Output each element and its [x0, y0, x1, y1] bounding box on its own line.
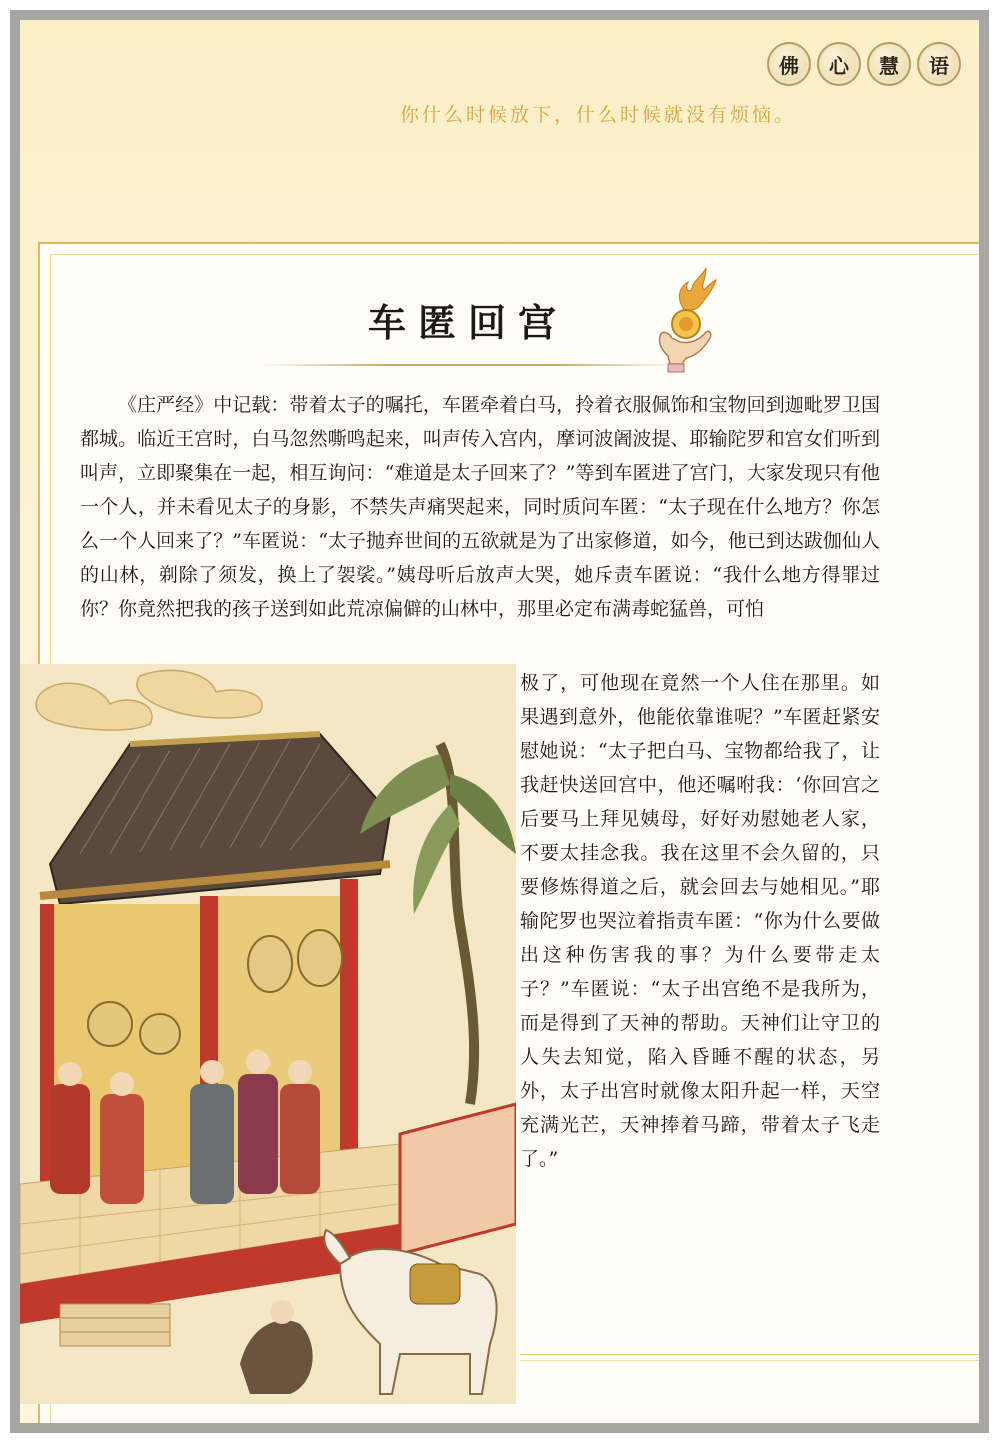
series-char: 语: [917, 42, 961, 86]
series-char: 慧: [867, 42, 911, 86]
article-title: 车匿回宫: [368, 300, 569, 345]
series-char: 佛: [767, 42, 811, 86]
series-badges: [767, 42, 961, 86]
book-page: [20, 20, 979, 1423]
article-paragraph: 《庄严经》中记载：带着太子的嘱托，车匿牵着白马，拎着衣服佩饰和宝物回到迦毗罗卫国都城。临近王宫时，白马忽然嘶鸣起来，叫声传入宫内，摩诃波阇波提、耶输陀罗和宫女们听到叫声，立即聚集在一起，相互询问：“难道是太子回来了？”等到车匿进了宫门，大家发现只有他一个人，并未看见太子的身影，不禁失声痛哭起来，同时质问车匿：“太子现在什么地方？你怎么一个人回来了？”车匿说：“太子抛弃世间的五欲就是为了出家修道，如今，他已到达跋伽仙人的山林，剃除了须发，换上了袈裟。”姨母听后放声大哭，她斥责车匿说：“我什么地方得罪过你？你竟然把我的孩子送到如此荒凉偏僻的山林中，那里必定布满毒蛇猛兽，可怕: [80, 394, 880, 620]
motto: 你什么时候放下，什么时候就没有烦恼。: [400, 104, 797, 126]
article-paragraph-side: 极了，可他现在竟然一个人住在那里。如果遇到意外，他能依靠谁呢？”车匿赶紧安慰她说：“太子把白马、宝物都给我了，让我赶快送回宫中，他还嘱咐我：‘你回宫之后要马上拜见姨母，好好劝慰她老人家，不要太挂念我。我在这里不会久留的，只要修炼得道之后，就会回去与她相见。”耶输陀罗也哭泣着指责车匿：“你为什么要做出这种伤害我的事？为什么要带走太子？”车匿说：“太子出宫绝不是我所为，而是得到了天神的帮助。天神们让守卫的人失去知觉，陷入昏睡不醒的状态，另外，太子出宫时就像太阳升起一样，天空充满光芒，天神捧着马蹄，带着太子飞走了。”: [520, 672, 880, 1170]
bottom-divider: [520, 1354, 979, 1361]
series-char: 心: [817, 42, 861, 86]
palace-scene-illustration: [20, 664, 516, 1404]
hand-holding-jewel-icon: [646, 260, 722, 376]
title-underline: [260, 364, 680, 366]
